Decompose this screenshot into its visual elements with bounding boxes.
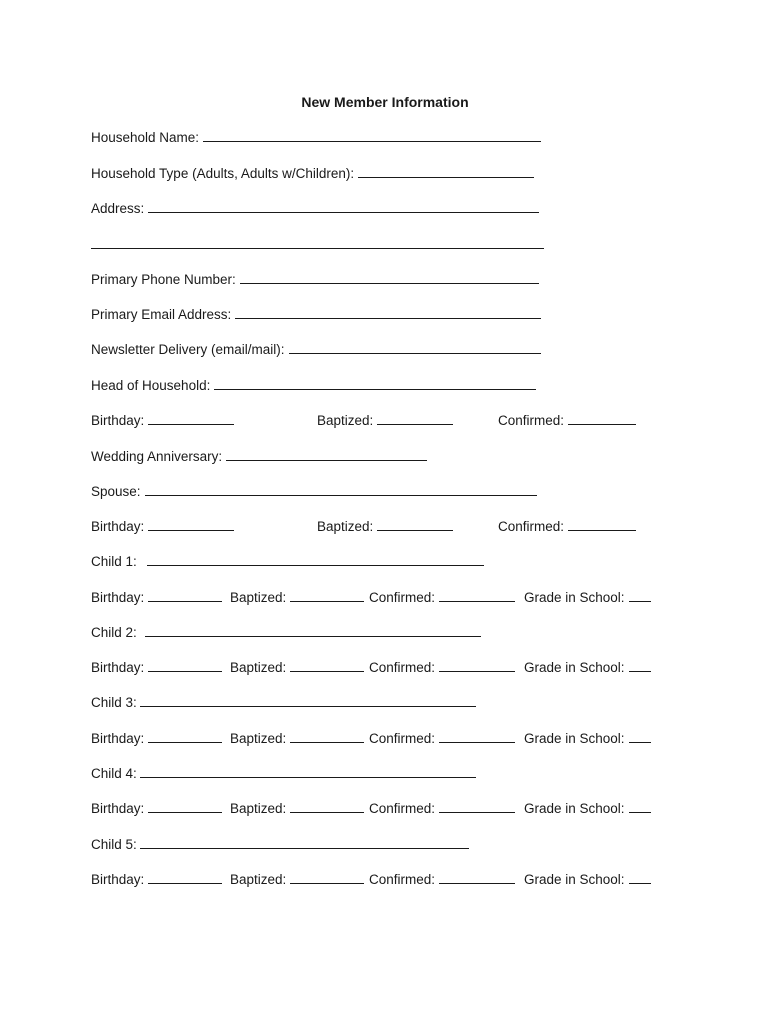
- child-2-confirmed-label: Confirmed:: [369, 660, 436, 675]
- household-name-label: Household Name:: [91, 130, 200, 145]
- head-confirmed-field[interactable]: [568, 412, 636, 425]
- wedding-field[interactable]: [226, 448, 427, 461]
- child-1-grade-label: Grade in School:: [524, 590, 625, 605]
- spouse-baptized-label: Baptized:: [317, 519, 374, 534]
- child-1-label: Child 1:: [91, 554, 137, 569]
- child-3-birthday-field[interactable]: [148, 730, 222, 743]
- child-5-baptized-field[interactable]: [290, 871, 364, 884]
- child-3-birthday-label: Birthday:: [91, 731, 145, 746]
- head-confirmed-label: Confirmed:: [498, 413, 565, 428]
- child-5-birthday-label: Birthday:: [91, 872, 145, 887]
- child-2-field[interactable]: [145, 624, 481, 637]
- child-3-field[interactable]: [140, 694, 476, 707]
- head-baptized-field[interactable]: [377, 412, 453, 425]
- child-4-confirmed-field[interactable]: [439, 800, 515, 813]
- child-2-grade-field[interactable]: [629, 659, 651, 672]
- primary-email-field[interactable]: [235, 306, 541, 319]
- wedding-label: Wedding Anniversary:: [91, 449, 223, 464]
- address-label: Address:: [91, 201, 145, 216]
- spouse-birthday-label: Birthday:: [91, 519, 145, 534]
- child-2-grade-label: Grade in School:: [524, 660, 625, 675]
- child-1-birthday-field[interactable]: [148, 589, 222, 602]
- child-5-label: Child 5:: [91, 837, 137, 852]
- child-5-baptized-label: Baptized:: [230, 872, 287, 887]
- primary-phone-field[interactable]: [240, 271, 539, 284]
- child-5-confirmed-field[interactable]: [439, 871, 515, 884]
- child-1-baptized-field[interactable]: [290, 589, 364, 602]
- child-2-confirmed-field[interactable]: [439, 659, 515, 672]
- child-4-grade-label: Grade in School:: [524, 801, 625, 816]
- child-5-field[interactable]: [140, 836, 469, 849]
- child-2-birthday-label: Birthday:: [91, 660, 145, 675]
- child-4-grade-field[interactable]: [629, 800, 651, 813]
- household-type-label: Household Type (Adults, Adults w/Children):: [91, 166, 355, 181]
- child-2-baptized-label: Baptized:: [230, 660, 287, 675]
- spouse-label: Spouse:: [91, 484, 141, 499]
- child-3-confirmed-field[interactable]: [439, 730, 515, 743]
- spouse-baptized-field[interactable]: [377, 518, 453, 531]
- child-3-baptized-field[interactable]: [290, 730, 364, 743]
- address-line2-field[interactable]: [91, 236, 544, 249]
- child-1-field[interactable]: [147, 553, 484, 566]
- child-5-confirmed-label: Confirmed:: [369, 872, 436, 887]
- child-1-confirmed-label: Confirmed:: [369, 590, 436, 605]
- child-2-label: Child 2:: [91, 625, 137, 640]
- child-3-label: Child 3:: [91, 695, 137, 710]
- spouse-confirmed-label: Confirmed:: [498, 519, 565, 534]
- primary-phone-label: Primary Phone Number:: [91, 272, 236, 287]
- child-4-baptized-label: Baptized:: [230, 801, 287, 816]
- newsletter-label: Newsletter Delivery (email/mail):: [91, 342, 285, 357]
- child-4-confirmed-label: Confirmed:: [369, 801, 436, 816]
- child-4-birthday-field[interactable]: [148, 800, 222, 813]
- child-3-baptized-label: Baptized:: [230, 731, 287, 746]
- spouse-field[interactable]: [145, 483, 537, 496]
- child-1-grade-field[interactable]: [629, 589, 651, 602]
- child-3-confirmed-label: Confirmed:: [369, 731, 436, 746]
- head-baptized-label: Baptized:: [317, 413, 374, 428]
- child-4-birthday-label: Birthday:: [91, 801, 145, 816]
- household-name-field[interactable]: [203, 129, 541, 142]
- child-5-birthday-field[interactable]: [148, 871, 222, 884]
- spouse-birthday-field[interactable]: [148, 518, 234, 531]
- child-1-baptized-label: Baptized:: [230, 590, 287, 605]
- head-label: Head of Household:: [91, 378, 211, 393]
- address-line1-field[interactable]: [148, 200, 539, 213]
- child-3-grade-label: Grade in School:: [524, 731, 625, 746]
- child-2-baptized-field[interactable]: [290, 659, 364, 672]
- head-field[interactable]: [214, 377, 536, 390]
- child-4-label: Child 4:: [91, 766, 137, 781]
- child-5-grade-label: Grade in School:: [524, 872, 625, 887]
- newsletter-field[interactable]: [289, 341, 541, 354]
- child-2-birthday-field[interactable]: [148, 659, 222, 672]
- child-4-field[interactable]: [140, 765, 476, 778]
- primary-email-label: Primary Email Address:: [91, 307, 232, 322]
- child-1-confirmed-field[interactable]: [439, 589, 515, 602]
- child-4-baptized-field[interactable]: [290, 800, 364, 813]
- child-3-grade-field[interactable]: [629, 730, 651, 743]
- head-birthday-field[interactable]: [148, 412, 234, 425]
- page-title: New Member Information: [301, 94, 469, 110]
- household-type-field[interactable]: [358, 165, 534, 178]
- child-1-birthday-label: Birthday:: [91, 590, 145, 605]
- head-birthday-label: Birthday:: [91, 413, 145, 428]
- child-5-grade-field[interactable]: [629, 871, 651, 884]
- spouse-confirmed-field[interactable]: [568, 518, 636, 531]
